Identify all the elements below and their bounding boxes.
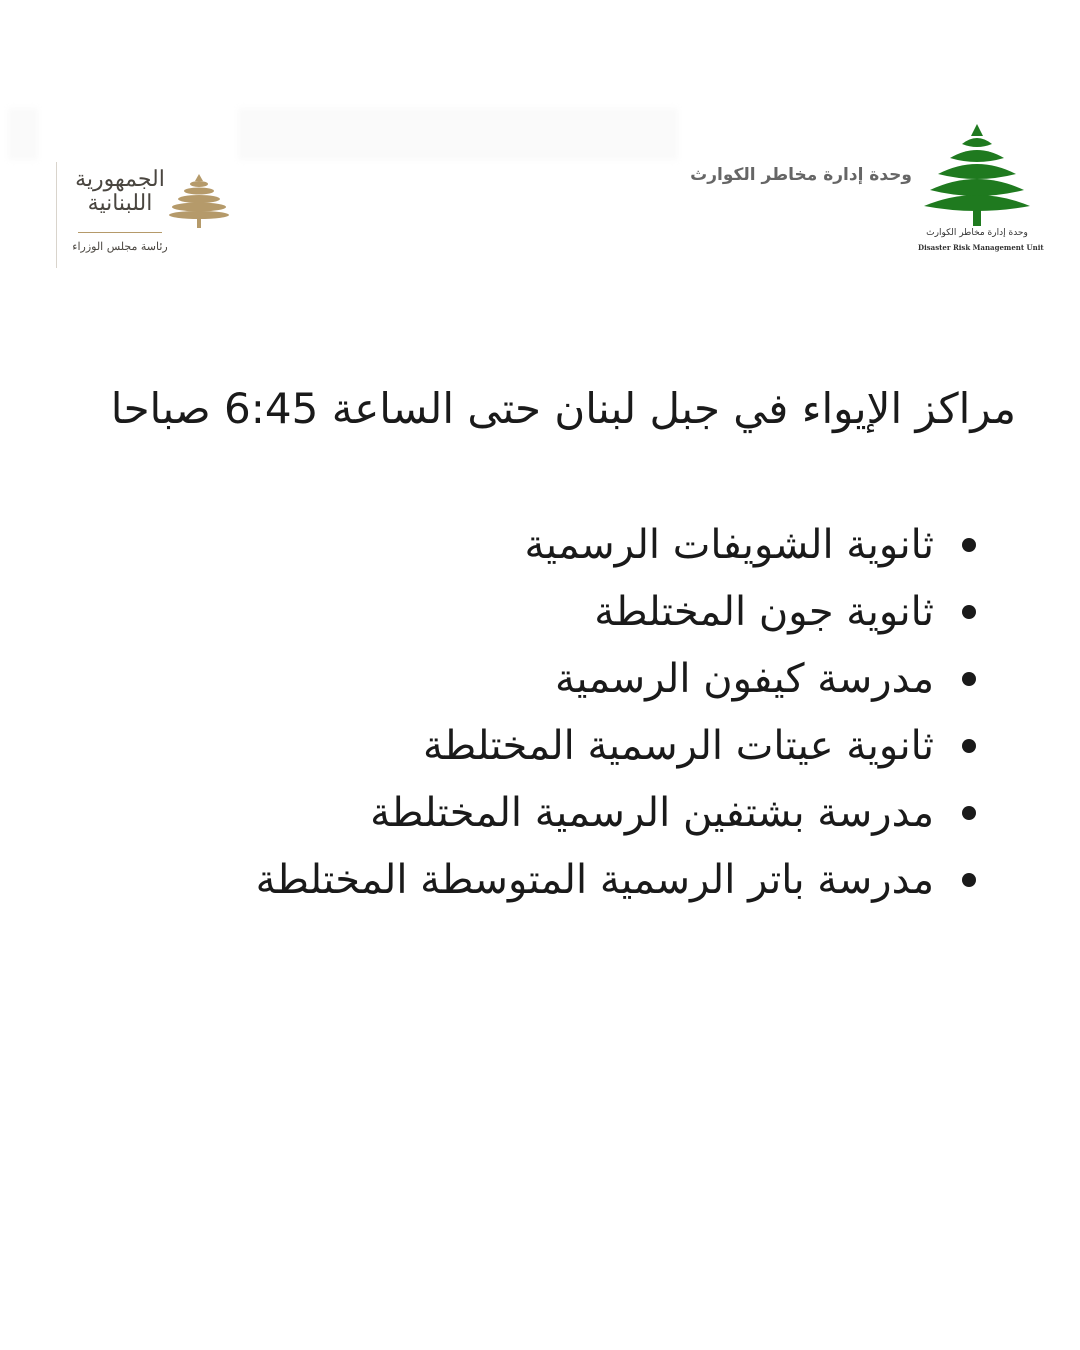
republic-calligraphy: [74, 168, 166, 216]
bullet-icon: [962, 739, 976, 753]
gold-cedar-icon: [168, 172, 230, 230]
drm-logo-english-caption: Disaster Risk Management Unit: [918, 243, 1044, 252]
shelter-list: [256, 512, 976, 914]
shelter-name: مدرسة بشتفين الرسمية المختلطة: [370, 790, 934, 836]
shelter-name: مدرسة باتر الرسمية المتوسطة المختلطة: [255, 857, 934, 903]
green-cedar-icon: [922, 122, 1032, 228]
shelter-name: ثانوية عيتات الرسمية المختلطة: [422, 723, 934, 769]
bullet-icon: [962, 873, 976, 887]
logo-divider: [56, 162, 57, 268]
list-item: [256, 646, 976, 713]
shelter-name: ثانوية جون المختلطة: [594, 589, 934, 635]
shelter-name: مدرسة كيفون الرسمية: [554, 656, 934, 702]
list-item: [256, 512, 976, 579]
drm-logo-arabic-caption: وحدة إدارة مخاطر الكوارث: [926, 228, 1028, 238]
bullet-icon: [962, 806, 976, 820]
gold-rule: [78, 232, 162, 233]
presidency-of-council-logo: [56, 160, 246, 270]
drm-unit-title: وحدة إدارة مخاطر الكوارث: [690, 165, 912, 185]
page-title: مراكز الإيواء في جبل لبنان حتى الساعة 6:45 صباحا: [110, 384, 1016, 433]
list-item: [256, 713, 976, 780]
list-item: [256, 780, 976, 847]
presidency-subtitle: رئاسة مجلس الوزراء: [72, 240, 168, 253]
faint-header-band-center: [238, 108, 678, 160]
list-item: [256, 847, 976, 914]
calligraphy-line-2: اللبنانية: [87, 191, 153, 216]
shelter-name: ثانوية الشويفات الرسمية: [524, 522, 934, 568]
list-item: [256, 579, 976, 646]
bullet-icon: [962, 605, 976, 619]
faint-header-band-left: [8, 108, 38, 160]
drm-unit-logo: [918, 122, 1044, 262]
bullet-icon: [962, 672, 976, 686]
calligraphy-line-1: الجمهورية: [75, 167, 165, 192]
bullet-icon: [962, 538, 976, 552]
